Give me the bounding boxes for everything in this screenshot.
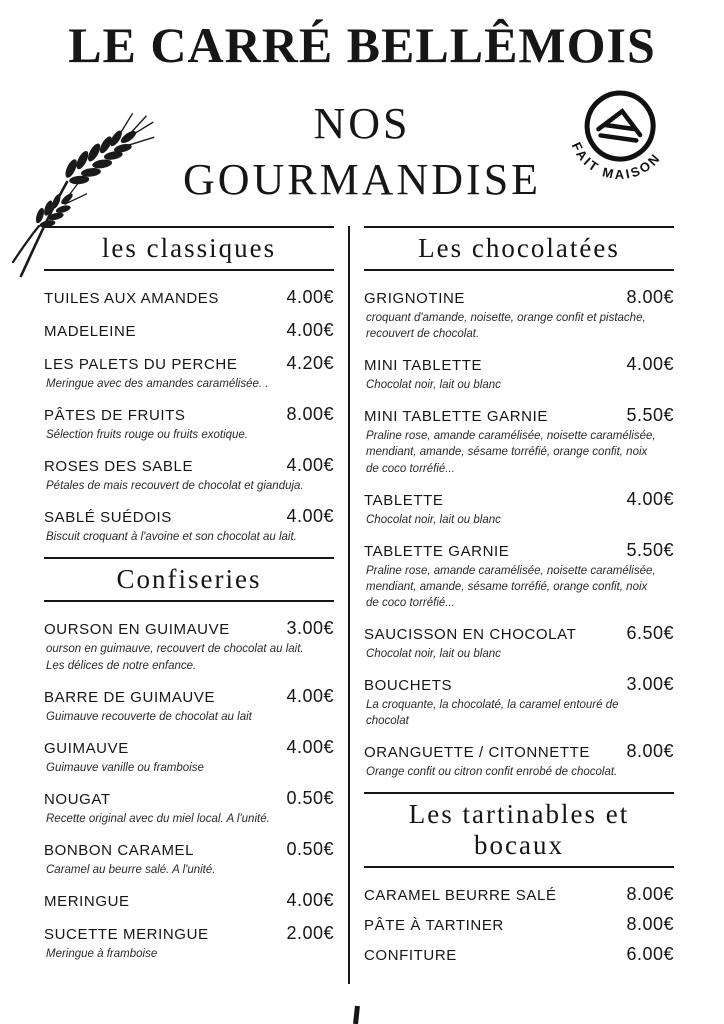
item-price: 4.20€: [286, 353, 334, 374]
item-name: TABLETTE: [364, 491, 444, 509]
item-description: Biscuit croquant à l'avoine et son chocolat au lait.: [46, 531, 297, 544]
item-price: 8.00€: [626, 741, 674, 762]
item-description: Guimauve vanille ou framboise: [46, 761, 204, 774]
menu-item: [44, 618, 334, 673]
menu-item: [44, 839, 334, 878]
menu-item: [44, 890, 334, 911]
menu-item: [364, 405, 674, 476]
item-name: BONBON CARAMEL: [44, 841, 195, 859]
item-description: Orange confit ou citron confit enrobé de chocolat.: [366, 766, 618, 779]
tartinables-items: [364, 884, 674, 965]
item-name: ORANGUETTE / CITONNETTE: [364, 744, 591, 762]
menu-item: [44, 686, 334, 725]
item-description: Pétales de mais recouvert de chocolat et gianduja.: [46, 480, 304, 493]
item-name: ROSES DES SABLE: [44, 458, 194, 476]
item-price: 2.00€: [286, 923, 334, 944]
menu-item: [44, 506, 334, 545]
menu-item: [364, 354, 674, 393]
item-description: Guimauve recouverte de chocolat au lait: [46, 710, 252, 723]
item-description: croquant d'amande, noisette, orange confit et pistache, recouvert de chocolat.: [366, 312, 646, 341]
section-header-tartinables: [364, 792, 674, 868]
item-name: OURSON EN GUIMAUVE: [44, 621, 230, 639]
divider-line: [364, 226, 674, 228]
menu-item: [44, 788, 334, 827]
menu-item: [364, 884, 674, 905]
item-name: NOUGAT: [44, 790, 111, 808]
menu-item: [364, 944, 674, 965]
item-name: MADELEINE: [44, 323, 137, 341]
menu-item: [44, 287, 334, 308]
item-price: 8.00€: [626, 287, 674, 308]
menu-item: [364, 287, 674, 342]
right-column: [364, 226, 674, 974]
item-price: 0.50€: [286, 838, 334, 859]
item-description: Meringue à framboise: [46, 948, 158, 961]
item-name: CARAMEL BEURRE SALÉ: [364, 887, 557, 905]
fait-maison-badge: [556, 84, 682, 202]
column-divider-line: [348, 226, 350, 984]
item-price: 0.50€: [286, 787, 334, 808]
item-name: LES PALETS DU PERCHE: [44, 356, 238, 374]
item-price: 4.00€: [626, 488, 674, 509]
item-name: SAUCISSON EN CHOCOLAT: [364, 625, 577, 643]
item-description: Chocolat noir, lait ou blanc: [366, 379, 501, 392]
divider-line: [44, 269, 334, 271]
item-price: 8.00€: [626, 884, 674, 905]
item-name: BOUCHETS: [364, 677, 453, 695]
item-price: 4.00€: [286, 736, 334, 757]
menu-item: [44, 737, 334, 776]
item-price: 4.00€: [286, 890, 334, 911]
item-name: CONFITURE: [364, 947, 457, 965]
item-price: 4.00€: [286, 287, 334, 308]
menu-item: [44, 923, 334, 962]
menu-item: [364, 741, 674, 780]
item-name: TUILES AUX AMANDES: [44, 290, 220, 308]
page-bottom-mark: [353, 1006, 360, 1024]
item-price: 6.00€: [626, 944, 674, 965]
badge-text: FAIT MAISON: [568, 139, 664, 183]
item-name: SABLÉ SUÉDOIS: [44, 509, 172, 527]
menu-item: [364, 674, 674, 729]
section-title: Confiseries: [116, 564, 262, 595]
menu-item: [44, 353, 334, 392]
item-name: MINI TABLETTE: [364, 357, 483, 375]
menu-item: [364, 623, 674, 662]
menu-columns: [44, 226, 674, 984]
menu-item: [44, 320, 334, 341]
subtitle-line-1: NOS: [313, 99, 411, 148]
item-description: Sélection fruits rouge ou fruits exotique.: [46, 429, 249, 442]
item-price: 5.50€: [626, 539, 674, 560]
page-title: LE CARRÉ BELLÊMOIS: [68, 17, 656, 73]
menu-item: [364, 914, 674, 935]
item-description: La croquante, la chocolaté, la caramel entouré de chocolat: [366, 699, 619, 728]
item-price: 4.00€: [286, 685, 334, 706]
item-description: Praline rose, amande caramélisée, noisette caramélisée, mendiant, amande, sésame torréfié, orange confit, noix de coco torréfié...: [366, 430, 656, 475]
left-column: [44, 226, 334, 974]
item-price: 5.50€: [626, 405, 674, 426]
subtitle-line-2: GOURMANDISE: [182, 155, 542, 205]
item-name: PÂTES DE FRUITS: [44, 407, 186, 425]
item-name: PÂTE À TARTINER: [364, 917, 504, 935]
item-name: MERINGUE: [44, 893, 130, 911]
item-price: 4.00€: [286, 455, 334, 476]
item-price: 4.00€: [286, 506, 334, 527]
item-description: Recette original avec du miel local. A l'unité.: [46, 812, 270, 825]
divider-line: [44, 557, 334, 559]
item-name: MINI TABLETTE GARNIE: [364, 408, 548, 426]
item-name: TABLETTE GARNIE: [364, 542, 510, 560]
section-header-classiques: [44, 226, 334, 271]
menu-item: [44, 404, 334, 443]
item-price: 8.00€: [286, 404, 334, 425]
item-price: 4.00€: [286, 320, 334, 341]
item-price: 3.00€: [286, 618, 334, 639]
item-price: 6.50€: [626, 622, 674, 643]
section-title: Les tartinables et bocaux: [408, 799, 630, 861]
item-description: Chocolat noir, lait ou blanc: [366, 513, 501, 526]
item-description: Meringue avec des amandes caramélisée. .: [46, 378, 269, 391]
divider-line: [364, 269, 674, 271]
divider-line: [44, 226, 334, 228]
item-name: BARRE DE GUIMAUVE: [44, 688, 216, 706]
item-description: ourson en guimauve, recouvert de chocolat au lait. Les délices de notre enfance.: [46, 643, 304, 672]
item-price: 3.00€: [626, 674, 674, 695]
divider-line: [364, 866, 674, 868]
section-header-chocolatees: [364, 226, 674, 271]
item-description: Chocolat noir, lait ou blanc: [366, 647, 501, 660]
item-price: 4.00€: [626, 354, 674, 375]
section-header-confiseries: [44, 557, 334, 602]
section-title: Les chocolatées: [418, 233, 620, 263]
item-description: Caramel au beurre salé. A l'unité.: [46, 863, 216, 876]
item-description: Praline rose, amande caramélisée, noisette caramélisée, mendiant, amande, sésame torréfié, orange confit, noix de coco torréfié...: [366, 564, 656, 609]
item-name: SUCETTE MERINGUE: [44, 926, 209, 944]
section-title: les classiques: [101, 233, 277, 263]
menu-item: [364, 489, 674, 528]
menu-item: [44, 455, 334, 494]
item-price: 8.00€: [626, 914, 674, 935]
divider-line: [44, 600, 334, 602]
item-name: GUIMAUVE: [44, 739, 129, 757]
item-name: GRIGNOTINE: [364, 290, 466, 308]
menu-item: [364, 540, 674, 611]
divider-line: [364, 792, 674, 794]
